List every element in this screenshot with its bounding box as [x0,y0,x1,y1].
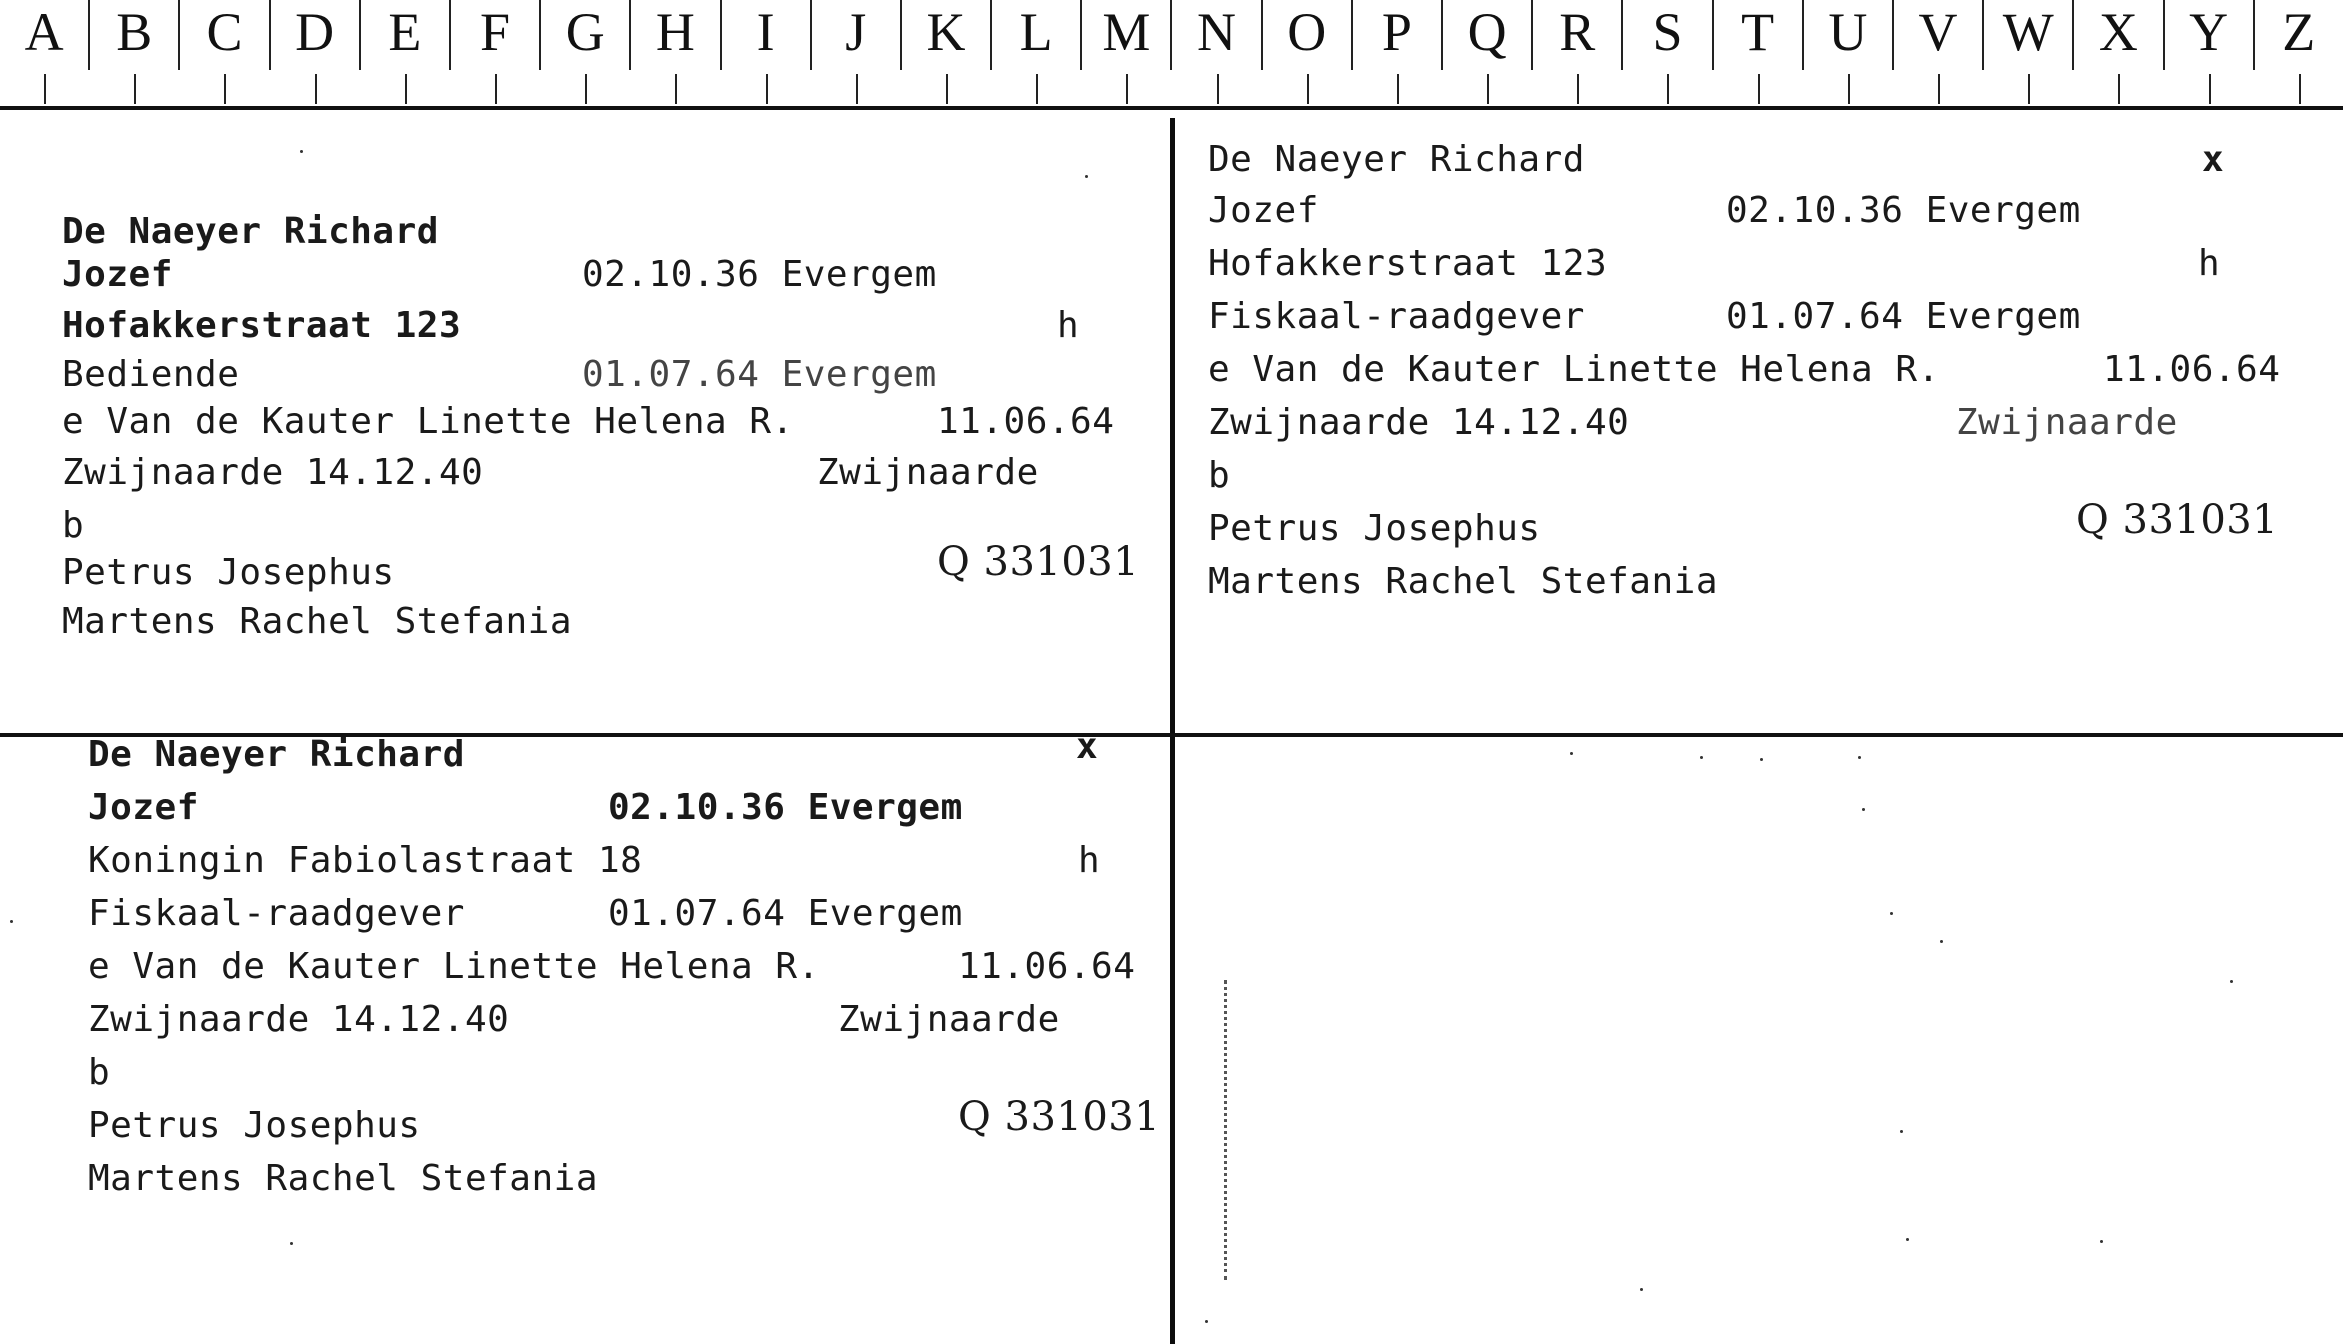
card-birth: 02.10.36 Evergem [582,254,937,295]
scan-speck [1085,175,1088,178]
card-birth: 02.10.36 Evergem [1726,190,2081,231]
card-mother: Martens Rachel Stefania [62,601,572,642]
card-status: b [62,505,85,546]
card-spouse-place: Zwijnaarde [838,999,1060,1040]
scan-speck [1640,1288,1643,1291]
scan-scratch [1224,980,1230,1280]
index-letter-x: X [2072,0,2162,70]
card-occupation: Fiskaal-raadgever [88,893,465,934]
index-letter-s: S [1621,0,1711,70]
scan-speck [1940,940,1943,943]
card-address-code: h [1057,305,1080,346]
card-occupation: Fiskaal-raadgever [1208,296,1585,337]
scan-speck [2100,1240,2103,1243]
scan-speck [10,920,13,923]
card-first-names: Jozef [88,787,199,828]
card-father: Petrus Josephus [1208,508,1541,549]
scan-speck [1900,1130,1903,1133]
index-letter-e: E [359,0,449,70]
scan-speck [1760,758,1763,761]
card-mark: x [2202,139,2225,180]
index-letter-h: H [629,0,719,70]
card-spouse: e Van de Kauter Linette Helena R. [88,946,820,987]
card-name: De Naeyer Richard [1208,139,1585,180]
card-spouse: e Van de Kauter Linette Helena R. [62,401,794,442]
index-letter-u: U [1802,0,1892,70]
record-card-3 [88,727,1168,1206]
card-occupation-date: 01.07.64 Evergem [608,893,963,934]
card-mark: x [1076,726,1099,767]
card-father: Petrus Josephus [62,552,395,593]
card-spouse-birth: Zwijnaarde 14.12.40 [88,999,510,1040]
card-first-names: Jozef [1208,190,1319,231]
card-spouse-place: Zwijnaarde [817,452,1039,493]
index-letter-d: D [269,0,359,70]
vertical-card-divider [1170,118,1175,1344]
alphabet-index-ruler [0,0,2343,108]
card-status: b [1208,455,1231,496]
scan-speck [1205,1320,1208,1323]
index-letter-p: P [1351,0,1441,70]
card-reference: Q 331031 [958,1094,1161,1140]
card-spouse-birth: Zwijnaarde 14.12.40 [1208,402,1630,443]
card-occupation: Bediende [62,354,240,395]
card-name: De Naeyer Richard [62,211,439,252]
index-letter-m: M [1080,0,1170,70]
index-letter-z: Z [2253,0,2343,70]
card-occupation-date: 01.07.64 Evergem [1726,296,2081,337]
card-address: Hofakkerstraat 123 [1208,243,1608,284]
card-spouse-birth: Zwijnaarde 14.12.40 [62,452,484,493]
index-letter-l: L [990,0,1080,70]
card-mother: Martens Rachel Stefania [1208,561,1718,602]
scan-speck [1700,756,1703,759]
card-reference: Q 331031 [2076,497,2279,543]
index-letter-r: R [1531,0,1621,70]
scan-speck [1890,912,1893,915]
card-birth: 02.10.36 Evergem [608,787,963,828]
card-first-names: Jozef [62,254,173,295]
scan-speck [1570,752,1573,755]
card-mother: Martens Rachel Stefania [88,1158,598,1199]
card-address: Hofakkerstraat 123 [62,305,462,346]
card-father: Petrus Josephus [88,1105,421,1146]
scan-speck [1862,808,1865,811]
card-address: Koningin Fabiolastraat 18 [88,840,643,881]
index-letter-b: B [88,0,178,70]
index-letter-n: N [1170,0,1260,70]
card-occupation-date: 01.07.64 Evergem [582,354,937,395]
index-letters [0,0,2343,70]
scan-speck [1858,756,1861,759]
index-letter-i: I [720,0,810,70]
ruler-baseline [0,106,2343,110]
card-spouse-place: Zwijnaarde [1956,402,2178,443]
index-letter-j: J [810,0,900,70]
index-letter-q: Q [1441,0,1531,70]
index-letter-g: G [539,0,629,70]
scan-speck [290,1242,293,1245]
card-reference: Q 331031 [937,539,1140,585]
card-marriage-date: 11.06.64 [937,401,1115,442]
index-letter-a: A [0,0,88,70]
index-letter-t: T [1712,0,1802,70]
index-letter-k: K [900,0,990,70]
card-address-code: h [2198,243,2221,284]
card-address-code: h [1078,840,1101,881]
card-spouse: e Van de Kauter Linette Helena R. [1208,349,1940,390]
index-letter-f: F [449,0,539,70]
index-letter-w: W [1982,0,2072,70]
card-marriage-date: 11.06.64 [958,946,1136,987]
scan-speck [300,150,303,153]
index-letter-y: Y [2163,0,2253,70]
record-card-2 [1208,132,2318,609]
scan-speck [1906,1238,1909,1241]
card-marriage-date: 11.06.64 [2103,349,2281,390]
scan-speck [2230,980,2233,983]
index-letter-o: O [1261,0,1351,70]
record-card-1 [62,204,1152,649]
index-letter-v: V [1892,0,1982,70]
card-status: b [88,1052,111,1093]
card-name: De Naeyer Richard [88,734,465,775]
index-letter-c: C [178,0,268,70]
